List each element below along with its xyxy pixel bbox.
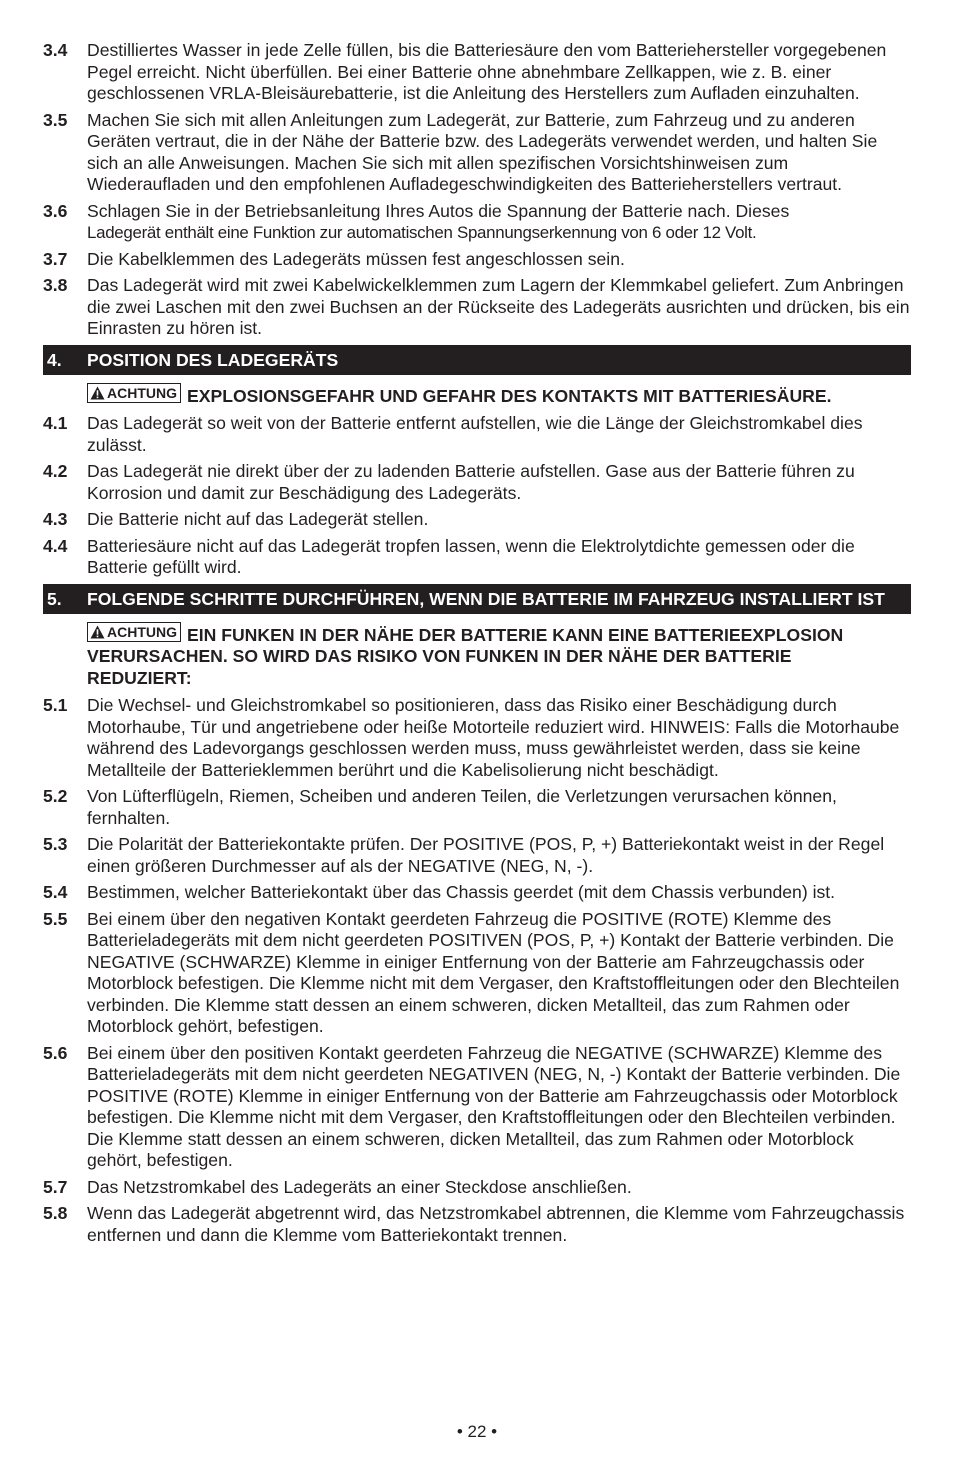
warning-badge: [87, 383, 181, 403]
item-number: 5.2: [43, 786, 68, 806]
warning-triangle-icon: [90, 386, 105, 400]
item-text: Das Ladegerät nie direkt über der zu ladenden Batterie aufstellen. Gase aus der Batterie führen zu Korrosion und damit zur Beschädigung des Ladegeräts.: [87, 461, 855, 503]
item-text: [87, 201, 911, 244]
item-number: 4.2: [43, 461, 68, 481]
page-number: • 22 •: [456, 1422, 498, 1441]
item-number: 3.7: [43, 248, 68, 269]
item-text: Das Ladegerät wird mit zwei Kabelwickelklemmen zum Lagern der Klemmkabel geliefert. Zum Anbringen die zwei Laschen mit den zwei Buchsen an der Rückseite des Ladegeräts ausrichten und drücken, bis ein Einrasten zu hören ist.: [87, 275, 910, 338]
warning-badge: [87, 622, 181, 642]
list-item: [43, 909, 911, 1038]
item-text: Bei einem über den positiven Kontakt geerdeten Fahrzeug die NEGATIVE (SCHWARZE) Klemme des Batterieladegeräts mit dem nicht geerdeten NEGATIVEN (NEG, N, -) Kontakt der Batterie verbinden. Die POSITIVE (ROTE) Klemme in einiger Entfernung von der Batterie am Fahrzeugchassis oder Motorblock befestigen. Die Klemme nicht mit dem Vergaser, den Kraftstoffleitungen oder den Blechteilen verbinden. Die Klemme statt dessen an einem schweren, dicken Metallteil, das zum Rahmen oder Motorblock gehört, befestigen.: [87, 1042, 901, 1170]
list-item: [43, 882, 911, 904]
list-item: [43, 110, 911, 196]
warning-notice: [87, 383, 911, 408]
list-item: [43, 461, 911, 504]
warning-text: EXPLOSIONSGEFAHR UND GEFAHR DES KONTAKTS MIT BATTERIESÄURE.: [187, 385, 832, 406]
section-number: 4.: [47, 349, 62, 370]
list-item: [43, 834, 911, 877]
section-heading-5: [43, 584, 911, 614]
list-item: [43, 1177, 911, 1199]
item-number: 3.5: [43, 109, 68, 130]
item-text: Von Lüfterflügeln, Riemen, Scheiben und anderen Teilen, die Verletzungen verursachen können, fernhalten.: [87, 786, 837, 828]
item-number: 4.1: [43, 413, 68, 433]
item-number: 3.8: [43, 275, 68, 295]
list-item: [43, 1043, 911, 1172]
list-item: [43, 413, 911, 456]
warning-triangle-icon: [90, 625, 105, 639]
page-content: [43, 40, 911, 1251]
item-number: 3.6: [43, 200, 68, 221]
item-text: Die Wechsel- und Gleichstromkabel so positionieren, dass das Risiko einer Beschädigung durch Motorhaube, Tür und angetriebene oder heiße Motorteile reduziert wird. HINWEIS: Falls die Motorhaube während des Ladevorgangs geschlossen werden muss, muss gewährleistet werden, dass sie keine Metallteile der Batterieklemmen berührt und die Kabelisolierung nicht beschädigt.: [87, 695, 900, 780]
item-number: 5.3: [43, 834, 68, 854]
list-item: [43, 249, 911, 271]
item-number: 4.3: [43, 509, 68, 529]
warning-badge-label: ACHTUNG: [107, 623, 177, 640]
section-title: POSITION DES LADEGERÄTS: [87, 349, 339, 370]
item-number: 5.5: [43, 908, 68, 929]
list-item: [43, 509, 911, 531]
warning-notice: [87, 622, 911, 690]
list-item: [43, 201, 911, 244]
item-number: 4.4: [43, 535, 68, 556]
list-item: [43, 40, 911, 105]
list-item: [43, 275, 911, 340]
item-text-line: Schlagen Sie in der Betriebsanleitung Ihres Autos die Spannung der Batterie nach. Dieses: [87, 200, 790, 221]
item-text: Die Batterie nicht auf das Ladegerät stellen.: [87, 509, 429, 529]
item-text: Bei einem über den negativen Kontakt geerdeten Fahrzeug die POSITIVE (ROTE) Klemme des Batterieladegeräts mit dem nicht geerdeten POSITIVEN (POS, P, +) Kontakt der Batterie verbinden. Die NEGATIVE (SCHWARZE) Klemme in einiger Entfernung von der Batterie am Fahrzeugchassis oder Motorblock befestigen. Die Klemme nicht mit dem Vergaser, den Kraftstoffleitungen oder den Blechteilen verbinden. Die Klemme statt dessen an einem schweren, dicken Metallteil, das zum Rahmen oder Motorblock gehört, befestigen.: [87, 908, 900, 1036]
item-text: Die Kabelklemmen des Ladegeräts müssen fest angeschlossen sein.: [87, 248, 625, 269]
item-number: 3.4: [43, 40, 68, 60]
item-number: 5.1: [43, 695, 68, 715]
item-text: Bestimmen, welcher Batteriekontakt über das Chassis geerdet (mit dem Chassis verbunden) ist.: [87, 882, 836, 902]
item-text: Die Polarität der Batteriekontakte prüfen. Der POSITIVE (POS, P, +) Batteriekontakt weist in der Regel einen größeren Durchmesser auf als der NEGATIVE (NEG, N, -).: [87, 834, 885, 876]
list-item: [43, 1203, 911, 1246]
item-text: Machen Sie sich mit allen Anleitungen zum Ladegerät, zur Batterie, zum Fahrzeug und zu anderen Geräten vertraut, die in der Nähe der Batterie bzw. des Ladegeräts verwendet werden, und halten Sie sich an alle Anweisungen. Machen Sie sich mit allen spezifischen Vorsichtshinweisen zum Wiederaufladen und den empfohlenen Aufladegeschwindigkeiten des Batterieherstellers vertraut.: [87, 109, 878, 194]
list-item: [43, 786, 911, 829]
section-title: FOLGENDE SCHRITTE DURCHFÜHREN, WENN DIE BATTERIE IM FAHRZEUG INSTALLIERT IST: [87, 588, 885, 609]
list-item: [43, 536, 911, 579]
item-number: 5.4: [43, 882, 68, 902]
item-text: Destilliertes Wasser in jede Zelle füllen, bis die Batteriesäure den vom Batteriehersteller vorgegebenen Pegel erreicht. Nicht überfüllen. Bei einer Batterie ohne abnehmbare Zellkappen, wie z. B. einer geschlossenen VRLA-Bleisäurebatterie, ist die Anleitung des Herstellers zum Aufladen einzuhalten.: [87, 40, 887, 103]
item-number: 5.6: [43, 1042, 68, 1063]
item-text-line: Ladegerät enthält eine Funktion zur automatischen Spannungserkennung von 6 oder 12 Volt.: [87, 223, 757, 242]
item-text: Wenn das Ladegerät abgetrennt wird, das Netzstromkabel abtrennen, die Klemme vom Fahrzeugchassis entfernen und dann die Klemme vom Batteriekontakt trennen.: [87, 1203, 905, 1245]
item-number: 5.7: [43, 1176, 68, 1197]
warning-text: EIN FUNKEN IN DER NÄHE DER BATTERIE KANN EINE BATTERIEEXPLOSION VERURSACHEN. SO WIRD DAS RISIKO VON FUNKEN IN DER NÄHE DER BATTERIE REDUZIERT:: [87, 624, 844, 688]
item-text: Batteriesäure nicht auf das Ladegerät tropfen lassen, wenn die Elektrolytdichte gemessen oder die Batterie gefüllt wird.: [87, 535, 855, 577]
list-item: [43, 695, 911, 781]
item-text: Das Netzstromkabel des Ladegeräts an einer Steckdose anschließen.: [87, 1176, 632, 1197]
warning-badge-label: ACHTUNG: [107, 384, 177, 401]
item-text: Das Ladegerät so weit von der Batterie entfernt aufstellen, wie die Länge der Gleichstromkabel dies zulässt.: [87, 413, 863, 455]
section-number: 5.: [47, 588, 62, 609]
section-heading-4: [43, 345, 911, 375]
item-number: 5.8: [43, 1203, 68, 1223]
